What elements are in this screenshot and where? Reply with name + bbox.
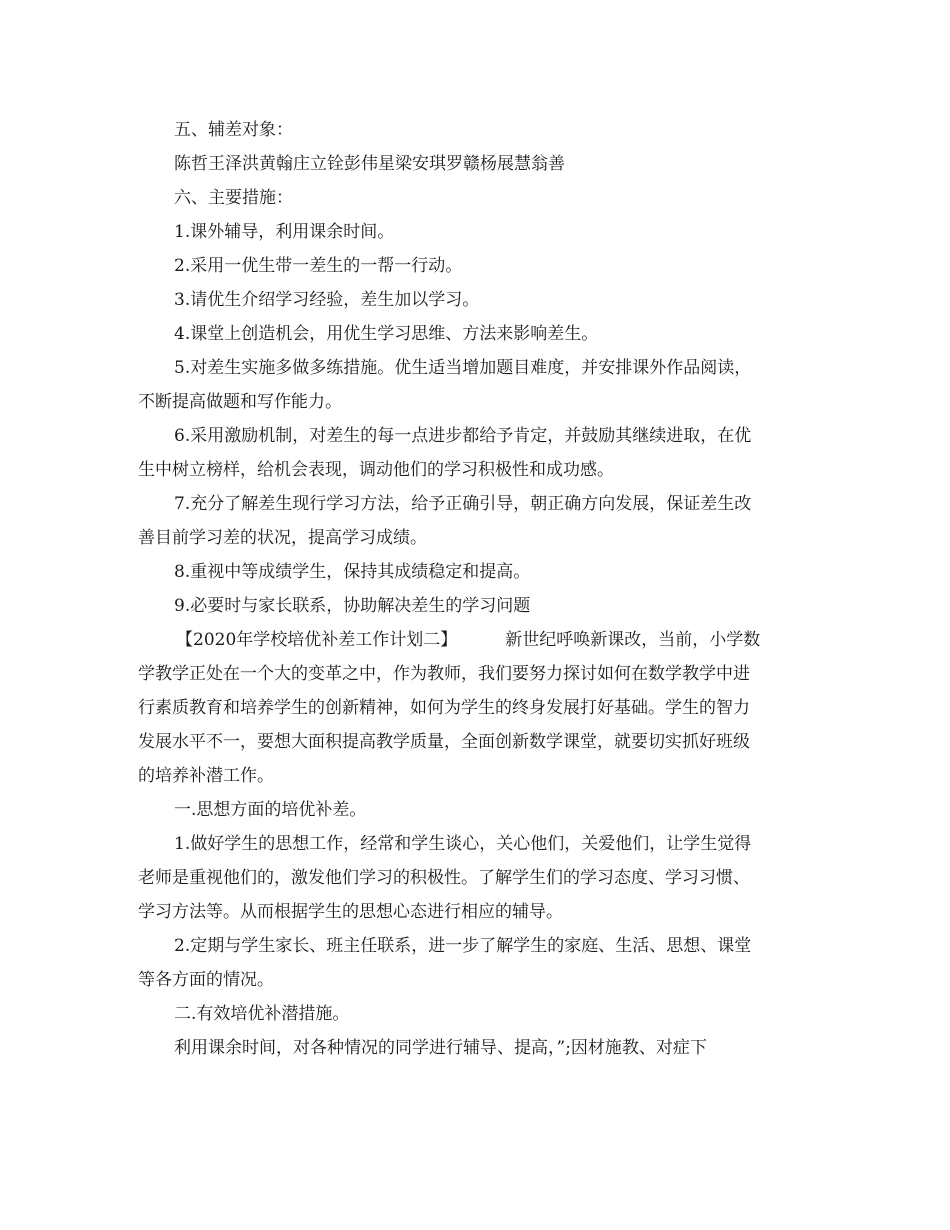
plan-two-intro-text: 新世纪呼唤新课改，当前，小学数 <box>505 630 761 650</box>
subheading-thinking: 一.思想方面的培优补差。 <box>174 800 367 820</box>
thinking-item-1-cont-2: 学习方法等。从而根据学生的思想心态进行相应的辅导。 <box>138 902 563 922</box>
student-name-list: 陈哲王泽洪黄翰庄立铨彭伟星梁安琪罗赣杨展慧翁善 <box>174 154 565 174</box>
measure-item-4: 4.课堂上创造机会，用优生学习思维、方法来影响差生。 <box>174 324 599 344</box>
measure-item-9: 9.必要时与家长联系，协助解决差生的学习问题 <box>174 596 531 616</box>
measure-item-6-cont: 生中树立榜样，给机会表现，调动他们的学习积极性和成功感。 <box>138 460 614 480</box>
thinking-item-1-cont-1: 老师是重视他们的，激发他们学习的积极性。了解学生们的学习态度、学习习惯、 <box>138 868 750 888</box>
thinking-item-2-cont: 等各方面的情况。 <box>138 970 274 990</box>
plan-two-para-line-2: 学教学正处在一个大的变革之中，作为教师，我们要努力探讨如何在数学教学中进 <box>138 664 750 684</box>
measure-item-1: 1.课外辅导，利用课余时间。 <box>174 222 395 242</box>
plan-two-para-line-4: 发展水平不一，要想大面积提高教学质量，全面创新数学课堂，就要切实抓好班级 <box>138 732 750 752</box>
thinking-item-2: 2.定期与学生家长、班主任联系，进一步了解学生的家庭、生活、思想、课堂 <box>174 936 752 956</box>
thinking-item-1: 1.做好学生的思想工作，经常和学生谈心，关心他们，关爱他们，让学生觉得 <box>174 834 752 854</box>
measure-item-3: 3.请优生介绍学习经验，差生加以学习。 <box>174 290 480 310</box>
plan-two-para-line-3: 行素质教育和培养学生的创新精神，如何为学生的终身发展打好基础。学生的智力 <box>138 698 750 718</box>
section-heading-5: 五、辅差对象： <box>174 120 293 140</box>
subheading-measures: 二.有效培优补潜措施。 <box>174 1004 350 1024</box>
section-heading-6: 六、主要措施： <box>174 188 293 208</box>
measure-item-7-cont: 善目前学习差的状况，提高学习成绩。 <box>138 528 427 548</box>
measure-item-8: 8.重视中等成绩学生，保持其成绩稳定和提高。 <box>174 562 531 582</box>
document-body <box>138 113 818 1065</box>
plan-two-title: 【2020年学校培优补差工作计划二】 <box>176 630 458 650</box>
measures-text: 利用课余时间，对各种情况的同学进行辅导、提高，”;因材施教、对症下 <box>174 1038 707 1058</box>
measure-item-7: 7.充分了解差生现行学习方法，给予正确引导，朝正确方向发展，保证差生改 <box>174 494 752 514</box>
plan-two-intro <box>138 623 818 657</box>
plan-two-para-line-5: 的培养补潜工作。 <box>138 766 274 786</box>
measure-item-5-cont: 不断提高做题和写作能力。 <box>138 392 342 412</box>
measure-item-5: 5.对差生实施多做多练措施。优生适当增加题目难度，并安排课外作品阅读， <box>174 358 752 378</box>
measure-item-2: 2.采用一优生带一差生的一帮一行动。 <box>174 256 463 276</box>
measure-item-6: 6.采用激励机制，对差生的每一点进步都给予肯定，并鼓励其继续进取，在优 <box>174 426 752 446</box>
